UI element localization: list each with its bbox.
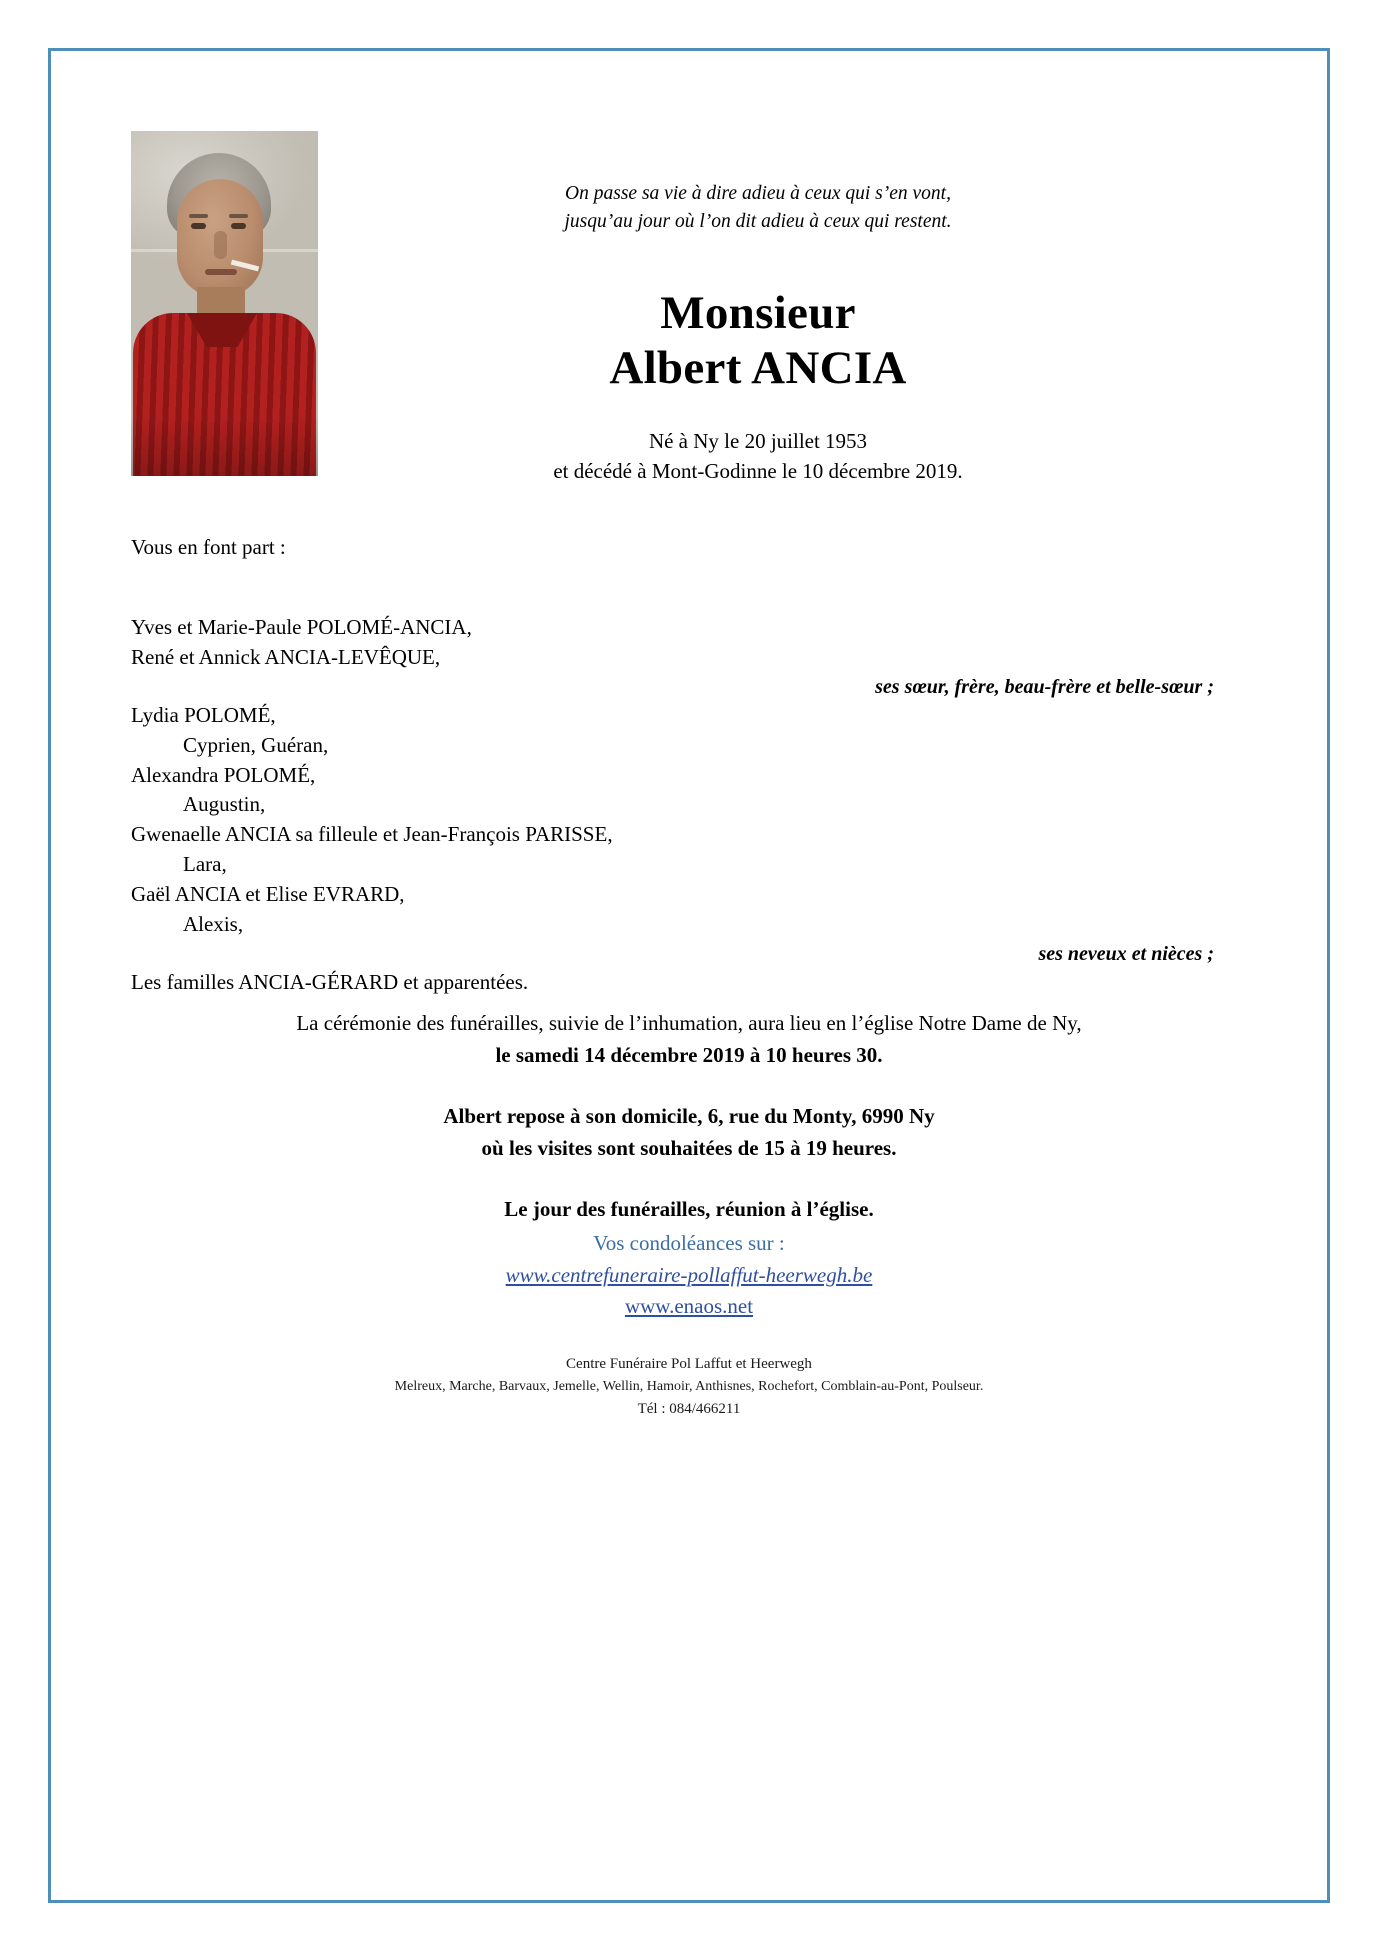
- family-line: Alexis,: [183, 911, 244, 936]
- condolences-block: [48, 1228, 1330, 1323]
- photo-eyebrow-right: [229, 214, 248, 218]
- ceremony-details: [48, 1008, 1330, 1226]
- ceremony-line-1: La cérémonie des funérailles, suivie de l’inhumation, aura lieu en l’église Notre Dame de Ny,: [296, 1011, 1082, 1035]
- family-line: Yves et Marie-Paule POLOMÉ-ANCIA,: [131, 615, 472, 639]
- family-line: Gaël ANCIA et Elise EVRARD,: [131, 881, 405, 906]
- ceremony-line-4: où les visites sont souhaitées de 15 à 19 heures.: [481, 1135, 897, 1160]
- photo-eye-right: [231, 223, 246, 229]
- family-line: Lara,: [183, 852, 227, 877]
- death-line: et décédé à Mont-Godinne le 10 décembre 2019.: [553, 459, 963, 484]
- epitaph-quote: [518, 180, 998, 235]
- ceremony-line-2: le samedi 14 décembre 2019 à 10 heures 30.: [495, 1042, 883, 1067]
- family-line: Les familles ANCIA-GÉRARD et apparentées.: [131, 969, 529, 994]
- quote-line-1: On passe sa vie à dire adieu à ceux qui s’en vont,: [565, 183, 951, 204]
- name-title: Monsieur: [660, 287, 856, 339]
- family-line: Gwenaelle ANCIA sa filleule et Jean-François PARISSE,: [131, 822, 613, 847]
- funeral-home-footer: [48, 1353, 1330, 1421]
- condolences-link-2[interactable]: www.enaos.net: [624, 1294, 754, 1318]
- card-content: [48, 48, 1330, 1903]
- life-dates: [468, 426, 1048, 487]
- announcement-intro: Vous en font part :: [131, 535, 286, 559]
- quote-line-2: jusqu’au jour où l’on dit adieu à ceux qui restent.: [564, 210, 952, 232]
- footer-phone: Tél : 084/466211: [637, 1400, 741, 1417]
- ceremony-line-5: Le jour des funérailles, réunion à l’église.: [504, 1197, 874, 1221]
- footer-company: Centre Funéraire Pol Laffut et Heerwegh: [566, 1356, 812, 1372]
- condolences-link-1-wrap: [48, 1260, 1330, 1292]
- family-line: Lydia POLOMÉ,: [131, 703, 276, 728]
- condolences-link-2-wrap: [48, 1291, 1330, 1323]
- condolences-link-1[interactable]: www.centrefuneraire-pollaffut-heerwegh.be: [505, 1262, 873, 1287]
- family-line: Cyprien, Guéran,: [183, 732, 329, 757]
- birth-line: Né à Ny le 20 juillet 1953: [648, 429, 868, 453]
- photo-nose: [214, 231, 227, 259]
- family-relation-label: ses neveux et nièces ;: [1038, 942, 1214, 965]
- family-line: Augustin,: [183, 792, 266, 817]
- photo-mouth: [205, 269, 237, 275]
- family-list: [131, 613, 1236, 998]
- photo-shadow: [131, 416, 318, 476]
- header-block: [48, 48, 1330, 518]
- name-full: Albert ANCIA: [609, 342, 907, 395]
- photo-eyebrow-left: [189, 214, 208, 218]
- photo-eye-left: [191, 223, 206, 229]
- ceremony-line-3: Albert repose à son domicile, 6, rue du Monty, 6990 Ny: [443, 1104, 935, 1128]
- deceased-name: [468, 286, 1048, 397]
- condolences-label: Vos condoléances sur :: [593, 1231, 785, 1255]
- family-relation-label: ses sœur, frère, beau-frère et belle-sœur ;: [875, 675, 1214, 698]
- family-line: Alexandra POLOMÉ,: [131, 762, 316, 787]
- portrait-photo: [131, 131, 318, 476]
- family-line: René et Annick ANCIA-LEVÊQUE,: [131, 644, 441, 669]
- footer-locations: Melreux, Marche, Barvaux, Jemelle, Wellin, Hamoir, Anthisnes, Rochefort, Comblain-au-Pont, Poulseur.: [394, 1379, 984, 1395]
